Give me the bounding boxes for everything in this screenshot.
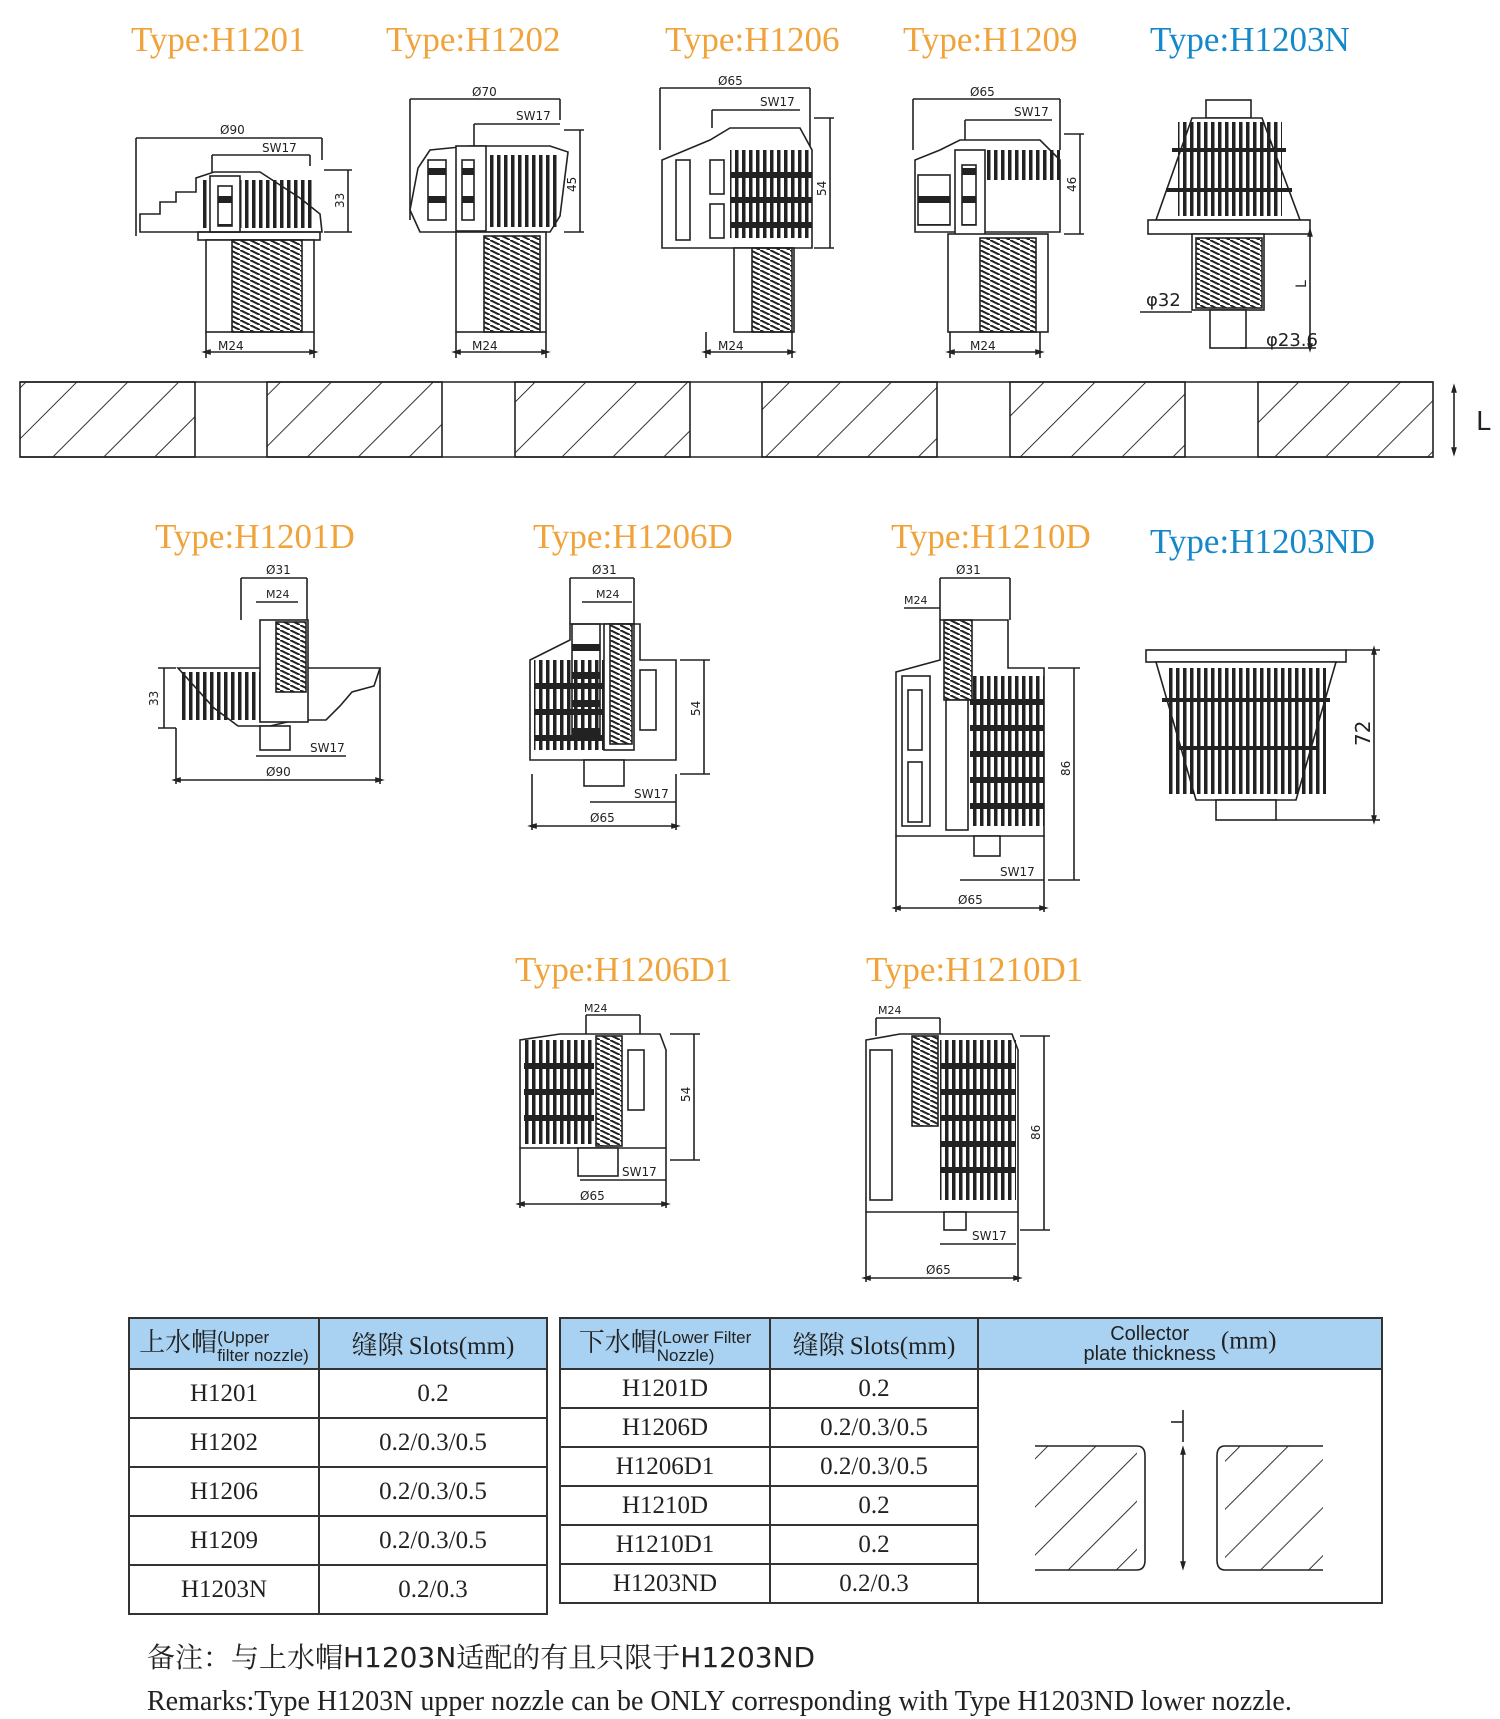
title-h1201: Type:H1201	[131, 20, 306, 59]
dim-h1206d-d31: Ø31	[592, 563, 617, 577]
dim-h1206-m24: M24	[718, 339, 744, 353]
dim-h1203nd-72: 72	[1351, 720, 1375, 746]
upper-model: H1209	[129, 1516, 319, 1565]
upper-slots: 0.2/0.3/0.5	[319, 1516, 547, 1565]
drawing-h1202	[410, 99, 584, 358]
dim-h1210d1-sw17: SW17	[972, 1229, 1007, 1243]
title-h1210d: Type:H1210D	[891, 517, 1091, 556]
dim-h1210d-m24: M24	[904, 594, 928, 607]
lower-slots: 0.2/0.3	[770, 1564, 978, 1603]
lower-header-slots	[770, 1318, 978, 1369]
lower-slots-en: Slots(mm)	[849, 1333, 956, 1360]
table-row	[560, 1369, 1382, 1408]
dim-h1202-m24: M24	[472, 339, 498, 353]
table-row	[129, 1516, 547, 1565]
title-h1202: Type:H1202	[386, 20, 561, 59]
upper-slots: 0.2/0.3/0.5	[319, 1467, 547, 1516]
dim-h1202-sw17: SW17	[516, 109, 551, 123]
dim-h1210d-d31: Ø31	[956, 563, 981, 577]
dim-h1201-d90: Ø90	[220, 123, 245, 137]
upper-header-slots	[319, 1318, 547, 1369]
collector-plate-strip	[20, 382, 1454, 457]
dim-h1203n-l: L	[1294, 280, 1310, 288]
title-h1206: Type:H1206	[665, 20, 840, 59]
dim-h1203n-phi32: φ32	[1146, 290, 1181, 311]
plate-thickness-l: L	[1476, 407, 1491, 437]
upper-header-cn: 上水帽	[139, 1328, 218, 1359]
upper-model: H1206	[129, 1467, 319, 1516]
drawing-h1209	[913, 99, 1084, 358]
lower-nozzle-table	[559, 1317, 1383, 1604]
lower-slots: 0.2	[770, 1486, 978, 1525]
lower-model: H1206D	[560, 1408, 770, 1447]
dim-h1201d-m24: M24	[266, 588, 290, 601]
table-row	[129, 1565, 547, 1614]
dim-h1201-m24: M24	[218, 339, 244, 353]
dim-h1206d-54: 54	[689, 700, 703, 716]
dim-h1209-sw17: SW17	[1014, 105, 1049, 119]
upper-model: H1201	[129, 1369, 319, 1418]
dim-h1202-d70: Ø70	[472, 85, 497, 99]
upper-slots-en: Slots(mm)	[408, 1333, 515, 1360]
dim-h1206-sw17: SW17	[760, 95, 795, 109]
remark-chinese: 备注：与上水帽H1203N适配的有且只限于H1203ND	[147, 1641, 816, 1674]
upper-slots: 0.2	[319, 1369, 547, 1418]
dim-h1201d-sw17: SW17	[310, 741, 345, 755]
collector-header-2: plate thickness	[1083, 1342, 1216, 1365]
lower-model: H1201D	[560, 1369, 770, 1408]
dim-h1206d1-sw17: SW17	[622, 1165, 657, 1179]
lower-slots: 0.2/0.3/0.5	[770, 1408, 978, 1447]
upper-header-en-1: (Upper	[217, 1327, 270, 1347]
title-h1203n: Type:H1203N	[1150, 20, 1350, 59]
collector-unit: (mm)	[1220, 1327, 1277, 1354]
dim-h1203n-phi236: φ23.6	[1266, 330, 1318, 351]
title-h1203nd: Type:H1203ND	[1150, 522, 1376, 561]
dim-h1201-sw17: SW17	[262, 141, 297, 155]
collector-plate-diagram	[979, 1370, 1379, 1602]
collector-plate-diagram-cell	[978, 1369, 1382, 1603]
table-row	[129, 1418, 547, 1467]
upper-header-en-2: filter nozzle)	[217, 1345, 309, 1365]
dim-h1202-45: 45	[565, 176, 579, 192]
dim-h1210d-d65: Ø65	[958, 893, 983, 907]
title-h1201d: Type:H1201D	[155, 517, 355, 556]
dim-h1209-d65: Ø65	[970, 85, 995, 99]
drawing-h1206d	[530, 578, 710, 830]
lower-header-model	[560, 1318, 770, 1369]
upper-model: H1202	[129, 1418, 319, 1467]
dim-h1209-m24: M24	[970, 339, 996, 353]
drawing-h1201d	[158, 578, 380, 784]
dim-h1206d1-54: 54	[679, 1086, 693, 1102]
upper-nozzle-table	[128, 1317, 548, 1615]
dim-h1206d-m24: M24	[596, 588, 620, 601]
dim-h1201d-d31: Ø31	[266, 563, 291, 577]
lower-slots-cn: 缝隙	[792, 1331, 845, 1361]
drawing-h1201	[136, 138, 352, 358]
upper-model: H1203N	[129, 1565, 319, 1614]
lower-model: H1210D1	[560, 1525, 770, 1564]
lower-header-cn: 下水帽	[578, 1328, 657, 1359]
lower-model: H1203ND	[560, 1564, 770, 1603]
lower-slots: 0.2/0.3/0.5	[770, 1447, 978, 1486]
lower-slots: 0.2	[770, 1369, 978, 1408]
lower-model: H1210D	[560, 1486, 770, 1525]
table-row	[129, 1369, 547, 1418]
lower-header-en-2: Nozzle)	[656, 1345, 715, 1365]
upper-slots: 0.2/0.3/0.5	[319, 1418, 547, 1467]
drawing-h1203nd	[1146, 650, 1380, 820]
dim-h1206d-d65: Ø65	[590, 811, 615, 825]
lower-model: H1206D1	[560, 1447, 770, 1486]
dim-h1201d-d90: Ø90	[266, 765, 291, 779]
title-h1209: Type:H1209	[903, 20, 1078, 59]
title-h1210d1: Type:H1210D1	[866, 950, 1084, 989]
drawing-h1206d1	[520, 1015, 700, 1208]
remark-english: Remarks:Type H1203N upper nozzle can be ONLY corresponding with Type H1203ND lower nozzle.	[147, 1686, 1292, 1717]
collector-header	[978, 1318, 1382, 1369]
dim-h1201-33: 33	[333, 192, 347, 208]
dim-h1210d-sw17: SW17	[1000, 865, 1035, 879]
upper-slots: 0.2/0.3	[319, 1565, 547, 1614]
dim-h1201d-33: 33	[147, 690, 161, 706]
dim-h1210d1-86: 86	[1029, 1124, 1043, 1140]
dim-h1206d1-d65: Ø65	[580, 1189, 605, 1203]
dim-h1210d-86: 86	[1059, 760, 1073, 776]
upper-header-model	[129, 1318, 319, 1369]
title-h1206d1: Type:H1206D1	[515, 950, 733, 989]
dim-h1210d1-d65: Ø65	[926, 1263, 951, 1277]
dim-h1206-d65: Ø65	[718, 74, 743, 88]
upper-slots-cn: 缝隙	[351, 1331, 404, 1361]
collector-header-1: Collector	[1110, 1322, 1190, 1345]
lower-slots: 0.2	[770, 1525, 978, 1564]
drawing-h1206	[660, 88, 834, 358]
dim-h1210d1-m24: M24	[878, 1004, 902, 1017]
title-h1206d: Type:H1206D	[533, 517, 733, 556]
table-row	[129, 1467, 547, 1516]
dim-h1206d1-m24: M24	[584, 1002, 608, 1015]
drawing-h1210d1	[866, 1018, 1050, 1282]
dim-h1206-54: 54	[815, 180, 829, 196]
dim-h1206d-sw17: SW17	[634, 787, 669, 801]
drawing-h1210d	[896, 578, 1080, 912]
lower-header-en-1: (Lower Filter	[656, 1327, 752, 1347]
dim-h1209-46: 46	[1065, 176, 1079, 192]
